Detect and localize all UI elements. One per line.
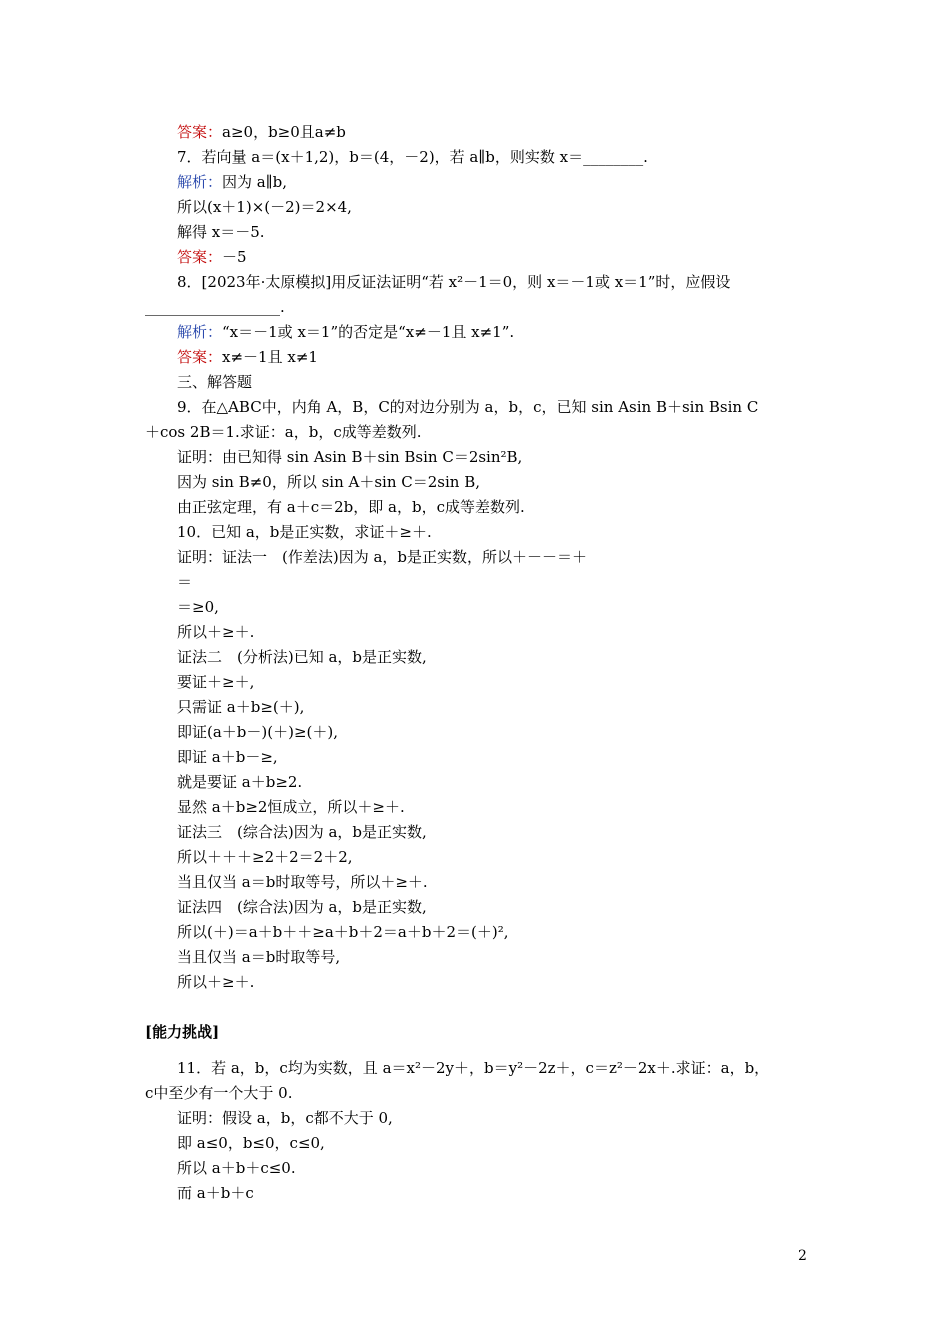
text-line	[177, 1183, 254, 1203]
text-line	[145, 1022, 219, 1042]
text-line	[177, 347, 318, 367]
text-line	[177, 1108, 393, 1128]
line-text: 要证＋≥＋,	[177, 673, 255, 691]
line-text: [能力挑战]	[145, 1023, 220, 1041]
line-text: 而 a＋b＋c	[177, 1184, 254, 1202]
line-text: 解得 x＝－5.	[177, 223, 265, 241]
page-number: 2	[798, 1248, 807, 1264]
line-text: 当且仅当 a＝b时取等号，所以＋≥＋.	[177, 873, 428, 891]
line-text: 证法四 (综合法)因为 a，b是正实数,	[177, 898, 427, 916]
text-line	[177, 497, 525, 517]
text-line	[177, 822, 427, 842]
line-text: ＝	[177, 573, 193, 591]
text-line	[177, 247, 247, 267]
text-line	[177, 947, 340, 967]
line-text: 证明：证法一 (作差法)因为 a，b是正实数，所以＋－－＝＋	[177, 548, 588, 566]
text-line	[177, 1058, 769, 1078]
text-line	[177, 447, 522, 467]
text-line	[177, 622, 254, 642]
line-text: 所以(＋)＝a＋b＋＋≥a＋b＋2＝a＋b＋2＝(＋)²,	[177, 923, 509, 941]
line-text: 即 a≤0，b≤0，c≤0,	[177, 1134, 325, 1152]
text-line	[145, 1083, 292, 1103]
text-line	[145, 297, 285, 317]
line-text: x≠－1且 x≠1	[222, 348, 318, 366]
text-line	[177, 522, 432, 542]
text-line	[177, 547, 587, 567]
analysis-label: 解析：	[177, 173, 223, 191]
text-line	[177, 122, 346, 142]
line-text: 即证(a＋b－)(＋)≥(＋),	[177, 723, 338, 741]
line-text: 证法三 (综合法)因为 a，b是正实数,	[177, 823, 427, 841]
line-text: 7．若向量 a＝(x＋1,2)，b＝(4，－2)，若 a∥b，则实数 x＝________.	[177, 148, 648, 166]
text-line	[177, 847, 353, 867]
text-line	[177, 872, 428, 892]
line-text: 当且仅当 a＝b时取等号,	[177, 948, 341, 966]
line-text: 证法二 (分析法)已知 a，b是正实数,	[177, 648, 427, 666]
text-line	[177, 697, 304, 717]
line-text: －5	[222, 248, 247, 266]
analysis-label: 解析：	[177, 323, 223, 341]
text-line	[177, 722, 338, 742]
line-text: 11．若 a，b，c均为实数，且 a＝x²－2y＋，b＝y²－2z＋，c＝z²－2x＋.求证：a，b，	[177, 1059, 770, 1077]
text-line	[177, 922, 508, 942]
text-line	[145, 422, 422, 442]
text-line	[177, 572, 192, 592]
answer-label: 答案：	[177, 348, 223, 366]
text-line	[177, 322, 514, 342]
text-line	[177, 597, 219, 617]
text-line	[177, 672, 254, 692]
text-line	[177, 647, 427, 667]
line-text: 证明：由已知得 sin Asin B＋sin Bsin C＝2sin²B,	[177, 448, 523, 466]
line-text: 由正弦定理，有 a＋c＝2b，即 a，b，c成等差数列.	[177, 498, 525, 516]
line-text: 8．[2023年·太原模拟]用反证法证明“若 x²－1＝0，则 x＝－1或 x＝1”时，应假设	[177, 273, 731, 291]
answer-label: 答案：	[177, 248, 223, 266]
line-text: 所以＋≥＋.	[177, 623, 255, 641]
line-text: ＝≥0,	[177, 598, 219, 616]
line-text: 只需证 a＋b≥(＋),	[177, 698, 305, 716]
answer-label: 答案：	[177, 123, 223, 141]
text-line	[177, 172, 287, 192]
text-line	[177, 397, 758, 417]
line-text: 9．在△ABC中，内角 A，B，C的对边分别为 a，b，c，已知 sin Asin B＋sin Bsin C	[177, 398, 759, 416]
text-line	[177, 972, 254, 992]
line-text: 证明：假设 a，b，c都不大于 0,	[177, 1109, 393, 1127]
text-line	[177, 197, 352, 217]
line-text: __________________.	[145, 298, 285, 316]
line-text: 所以＋≥＋.	[177, 973, 255, 991]
text-line	[177, 222, 265, 242]
text-line	[177, 272, 730, 292]
text-line	[177, 372, 252, 392]
line-text: 就是要证 a＋b≥2.	[177, 773, 303, 791]
line-text: 因为 sin B≠0，所以 sin A＋sin C＝2sin B,	[177, 473, 481, 491]
line-text: 三、解答题	[177, 373, 253, 391]
line-text: c中至少有一个大于 0.	[145, 1084, 293, 1102]
text-line	[177, 797, 405, 817]
line-text: 10．已知 a，b是正实数，求证＋≥＋.	[177, 523, 432, 541]
line-text: a≥0，b≥0且a≠b	[222, 123, 346, 141]
text-line	[177, 1133, 325, 1153]
line-text: 因为 a∥b,	[222, 173, 288, 191]
line-text: 所以(x＋1)×(－2)＝2×4,	[177, 198, 352, 216]
text-line	[177, 772, 302, 792]
text-line	[177, 147, 648, 167]
text-line	[177, 897, 427, 917]
line-text: “x＝－1或 x＝1”的否定是“x≠－1且 x≠1”.	[222, 323, 515, 341]
text-line	[177, 1158, 296, 1178]
text-line	[177, 472, 480, 492]
line-text: 所以＋＋＋≥2＋2＝2＋2,	[177, 848, 353, 866]
line-text: 显然 a＋b≥2恒成立，所以＋≥＋.	[177, 798, 405, 816]
line-text: ＋cos 2B＝1.求证：a，b，c成等差数列.	[145, 423, 422, 441]
text-line	[177, 747, 278, 767]
line-text: 所以 a＋b＋c≤0.	[177, 1159, 296, 1177]
line-text: 即证 a＋b－≥,	[177, 748, 278, 766]
